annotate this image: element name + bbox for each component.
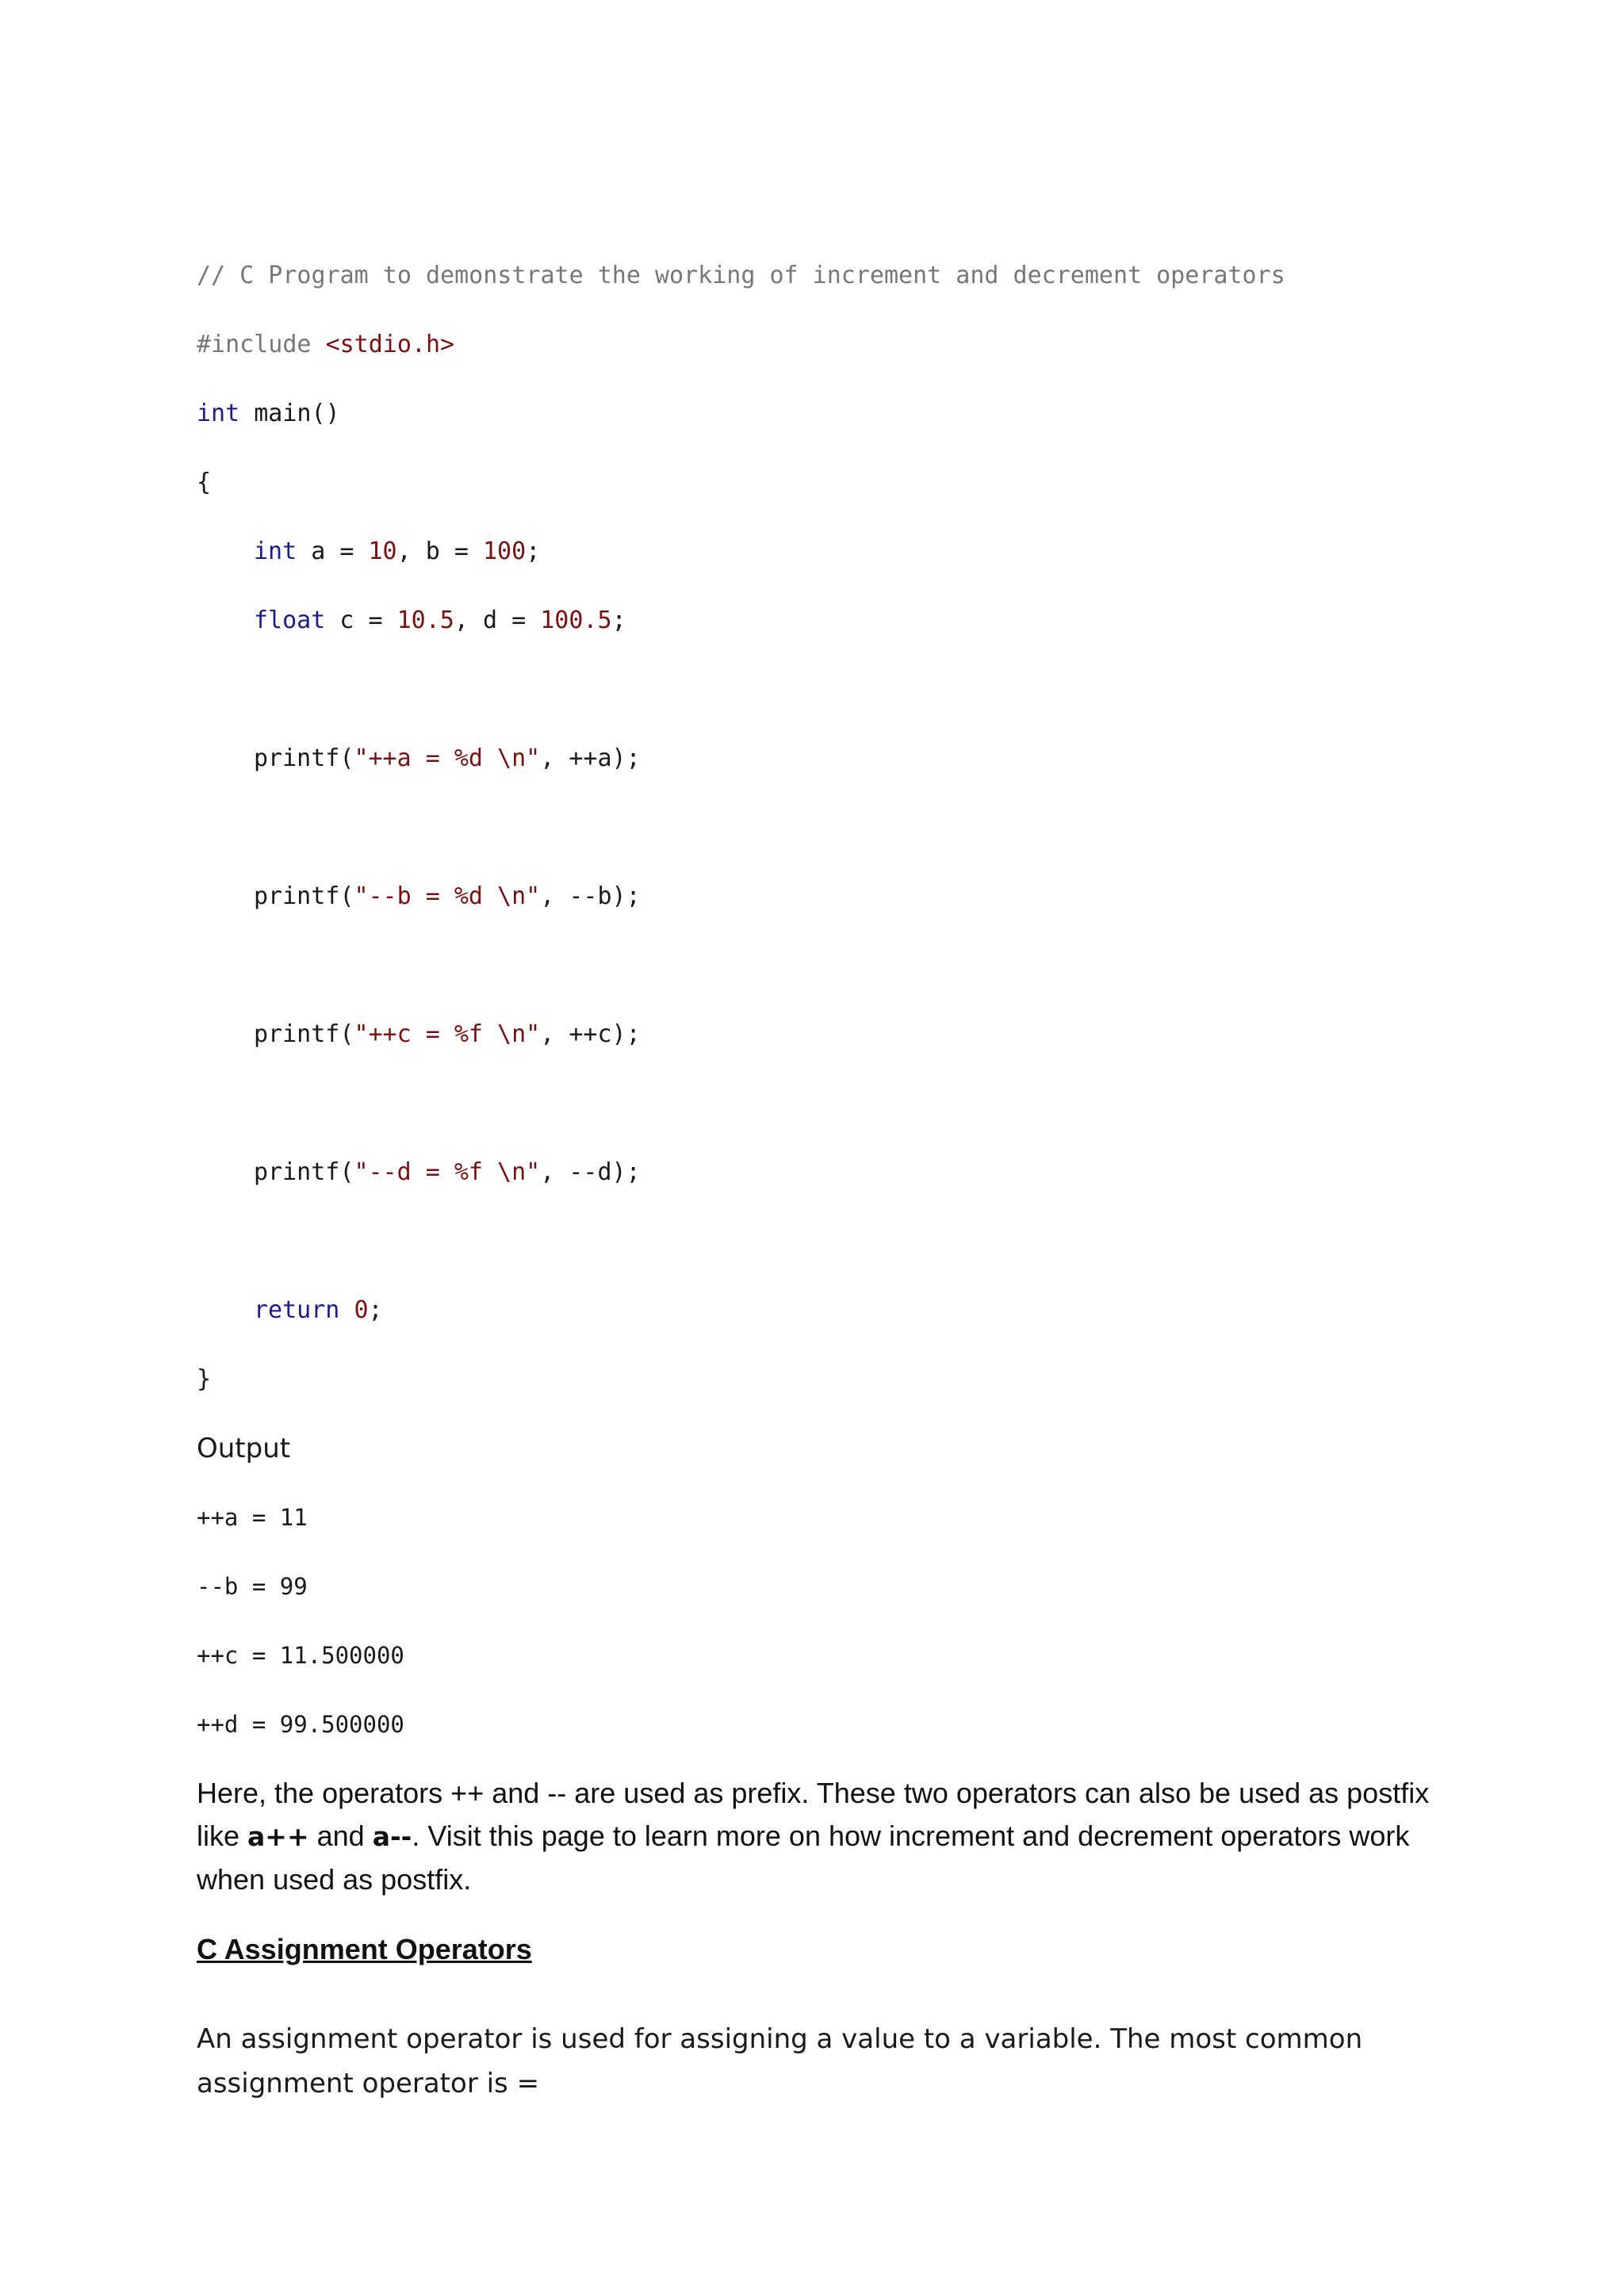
output-line: ++c = 11.500000	[197, 1642, 404, 1669]
output-line: ++d = 99.500000	[197, 1711, 404, 1738]
var-d: , d =	[454, 607, 541, 634]
explanation-text: and	[308, 1820, 373, 1852]
section-heading: C Assignment Operators	[197, 1933, 532, 1965]
code-float-declaration	[197, 605, 1434, 637]
var-a: a =	[297, 538, 369, 565]
int-keyword: int	[254, 538, 297, 565]
var-b: , b =	[396, 538, 483, 565]
return-value: 0	[354, 1296, 369, 1324]
include-header: <stdio.h>	[325, 331, 455, 358]
printf-args: , --d);	[540, 1158, 641, 1186]
main-return-type: int	[197, 400, 240, 427]
printf-args: , ++a);	[540, 744, 641, 772]
printf-args: , --b);	[540, 882, 641, 910]
format-string: "++a = %d \n"	[354, 744, 541, 772]
code-int-declaration	[197, 536, 1434, 568]
code-comment: // C Program to demonstrate the working of increment and decrement operators	[197, 262, 1285, 289]
printf-args: , ++c);	[540, 1020, 641, 1048]
semicolon: ;	[526, 538, 541, 565]
semicolon: ;	[368, 1296, 383, 1324]
main-signature: main()	[239, 400, 340, 427]
code-close-brace: }	[197, 1365, 212, 1393]
return-keyword: return	[254, 1296, 340, 1324]
value-a: 10	[368, 538, 397, 565]
explanation-text: Here, the operators ++ and -- are used as prefix. These two operators can also be used as postfix like	[197, 1777, 1430, 1852]
code-include	[197, 329, 1434, 361]
printf-call: printf(	[254, 1158, 354, 1186]
code-printf-b	[197, 881, 1434, 913]
postfix-increment: a++	[247, 1821, 309, 1852]
printf-call: printf(	[254, 744, 354, 772]
explanation-paragraph	[197, 1772, 1434, 1901]
float-keyword: float	[254, 607, 326, 634]
document-page	[197, 260, 1434, 2106]
code-printf-d	[197, 1157, 1434, 1188]
printf-call: printf(	[254, 1020, 354, 1048]
var-c: c =	[325, 607, 397, 634]
format-string: "--d = %f \n"	[354, 1158, 541, 1186]
code-printf-c	[197, 1019, 1434, 1050]
explanation-text: . Visit this page to learn more on how increment and decrement operators work when used as postfix.	[197, 1820, 1410, 1896]
output-line: --b = 99	[197, 1573, 308, 1600]
format-string: "--b = %d \n"	[354, 882, 541, 910]
printf-call: printf(	[254, 882, 354, 910]
code-main-signature	[197, 398, 1434, 430]
semicolon: ;	[611, 607, 626, 634]
value-b: 100	[483, 538, 527, 565]
format-string: "++c = %f \n"	[354, 1020, 541, 1048]
code-return	[197, 1295, 1434, 1326]
output-label: Output	[197, 1433, 291, 1464]
code-open-brace: {	[197, 469, 212, 496]
output-line: ++a = 11	[197, 1504, 308, 1531]
postfix-decrement: a--	[372, 1821, 412, 1852]
value-d: 100.5	[540, 607, 612, 634]
value-c: 10.5	[396, 607, 454, 634]
section-body: An assignment operator is used for assigning a value to a variable. The most common assignment operator is =	[197, 2023, 1363, 2099]
include-directive: #include	[197, 331, 312, 358]
code-printf-a	[197, 743, 1434, 775]
